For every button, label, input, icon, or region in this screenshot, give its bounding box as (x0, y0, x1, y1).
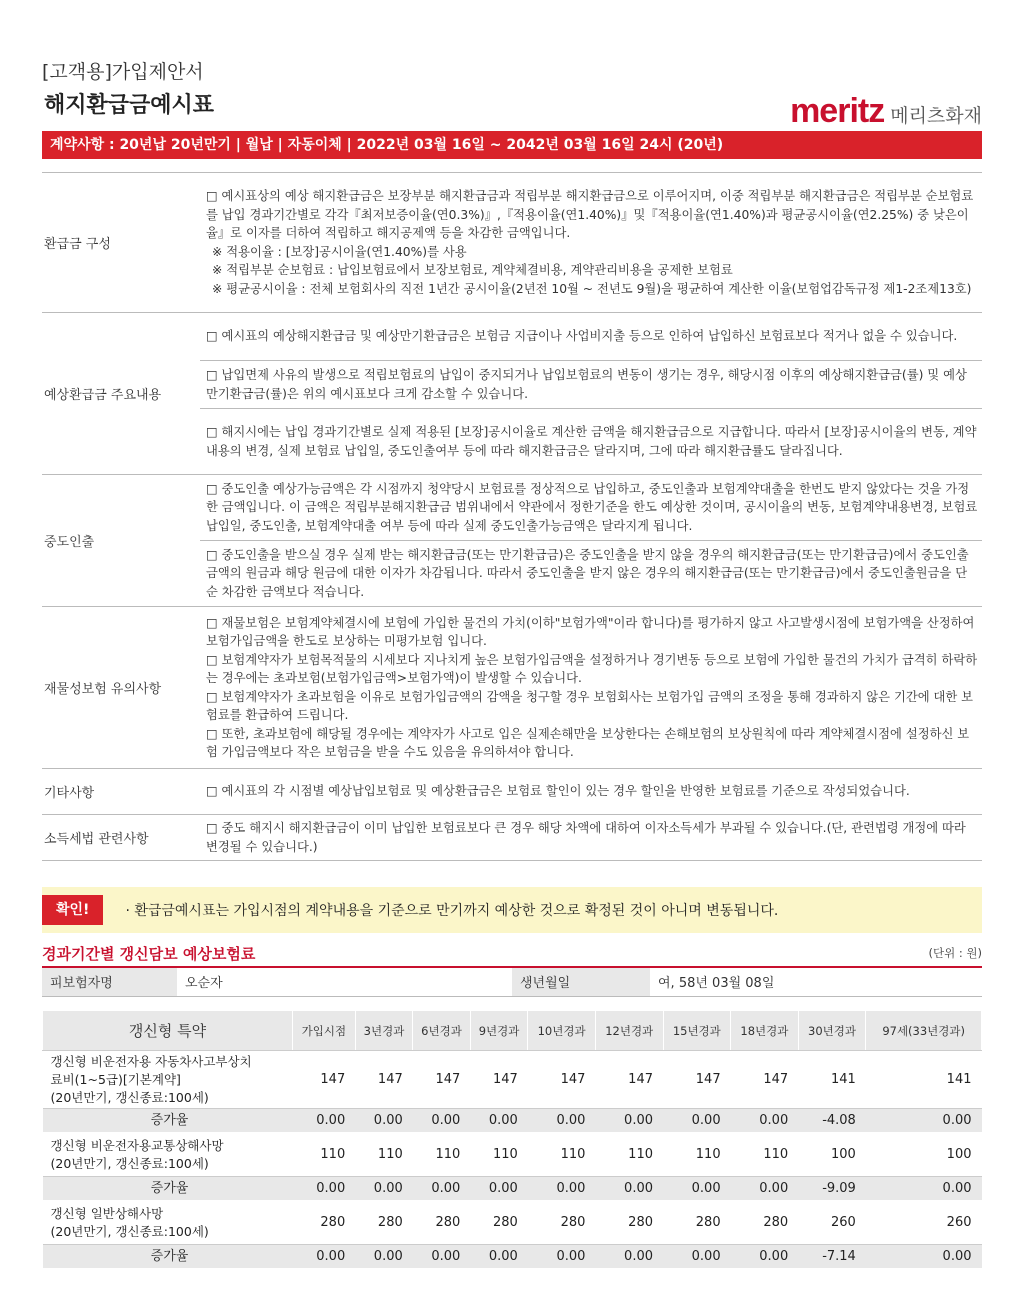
notes-row-withdrawal (42, 475, 982, 541)
unit-label: (단위 : 원) (928, 946, 982, 960)
premium-value: 110 (293, 1133, 356, 1177)
premium-value: 147 (663, 1051, 731, 1109)
notes-row-tax (42, 815, 982, 861)
logo-text: 메리츠화재 (890, 105, 982, 127)
premium-value: 280 (663, 1201, 731, 1245)
premium-value: 280 (595, 1201, 663, 1245)
premium-value: 110 (413, 1133, 471, 1177)
increase-rate-row (43, 1245, 982, 1269)
increase-rate-value: 0.00 (595, 1177, 663, 1201)
premium-value: 280 (413, 1201, 471, 1245)
increase-rate-row (43, 1109, 982, 1133)
rider-name (43, 1051, 293, 1109)
premium-value: 280 (528, 1201, 596, 1245)
page-title: 해지환급금예시표 (44, 93, 215, 118)
increase-rate-value: 0.00 (293, 1109, 356, 1133)
column-header-period: 97세(33년경과) (866, 1011, 982, 1051)
insured-name-label: 피보험자명 (42, 967, 177, 996)
increase-rate-value: -4.08 (798, 1109, 866, 1133)
rider-name-line: 료비(1~5급)[기본계약] (50, 1071, 181, 1087)
notes-text: □ 재물보험은 보험계약체결시에 보험에 가입한 물건의 가치(이하"보험가액"이라 합니다)를 평가하지 않고 사고발생시점에 보험가액을 산정하여 보험가입금액을 한도로 보상하는 미평가보험 입니다. (206, 615, 975, 648)
birth-date-value: 여, 58년 03월 08일 (650, 967, 982, 996)
increase-rate-value: 0.00 (528, 1177, 596, 1201)
premium-value: 141 (798, 1051, 866, 1109)
rider-name (43, 1201, 293, 1245)
premium-value: 280 (731, 1201, 799, 1245)
increase-rate-value: 0.00 (866, 1109, 982, 1133)
premium-value: 110 (663, 1133, 731, 1177)
section-title: 경과기간별 갱신담보 예상보험료 (42, 945, 256, 963)
notes-text: □ 납입면제 사유의 발생으로 적립보험료의 납입이 중지되거나 납입보험료의 변동이 생기는 경우, 해당시점 이후의 예상해지환급금(률) 및 예상만기환급금(률)은 위의 예시표보다 크게 감소할 수 있습니다. (200, 361, 982, 409)
notes-text: □ 해지시에는 납입 경과기간별로 실제 적용된 [보장]공시이율로 계산한 금액을 해지환급금으로 지급합니다. 따라서 [보장]공시이율의 변동, 계약내용의 변경, 실제 보험료 납입일, 중도인출여부 등에 따라 해지환급금은 달라지며, 그에 따라 해지환급률도 달라집니다. (200, 409, 982, 475)
notes-label: 재물성보험 유의사항 (42, 607, 200, 769)
column-header-rider: 갱신형 특약 (43, 1011, 293, 1051)
increase-rate-row (43, 1177, 982, 1201)
increase-rate-label: 증가율 (43, 1109, 293, 1133)
confirm-badge: 확인! (42, 895, 103, 925)
document-subtitle: [고객용]가입제안서 (42, 61, 204, 83)
premium-value: 147 (293, 1051, 356, 1109)
premium-value: 100 (866, 1133, 982, 1177)
notes-text: □ 중도인출을 받으실 경우 실제 받는 해지환급금(또는 만기환급금)은 중도인출을 받지 않을 경우의 해지환급금(또는 만기환급금)에서 중도인출금액의 원금과 해당 원금에 대한 이자가 차감됩니다. 따라서 중도인출을 받지 않은 경우의 해지환급금(또는 만기환급금)에서 중도인출원금을 단순 차감한 금액보다 적습니다. (200, 541, 982, 607)
notes-text: □ 보험계약자가 보험목적물의 시세보다 지나치게 높은 보험가입금액을 설정하거나 경기변동 등으로 보험에 가입한 물건의 가치가 급격히 하락하는 경우에는 초과보험(보험가입금액>보험가액)이 발생할 수 있습니다. (206, 652, 978, 685)
notes-text: ※ 평균공시이율 : 전체 보험회사의 직전 1년간 공시이율(2년전 10월 ~ 전년도 9월)을 평균하여 계산한 이율(보험업감독규정 제1-2조제13호) (212, 281, 972, 296)
premium-value: 147 (355, 1051, 413, 1109)
increase-rate-value: 0.00 (595, 1245, 663, 1269)
notes-label: 소득세법 관련사항 (42, 815, 200, 861)
premium-value: 110 (731, 1133, 799, 1177)
increase-rate-value: 0.00 (663, 1177, 731, 1201)
notes-row-other (42, 769, 982, 815)
notes-text: □ 예시표의 각 시점별 예상납입보험료 및 예상환급금은 보험료 할인이 있는 경우 할인을 반영한 보험료를 기준으로 작성되었습니다. (200, 769, 982, 815)
increase-rate-value: -7.14 (798, 1245, 866, 1269)
increase-rate-value: 0.00 (413, 1245, 471, 1269)
notes-label: 환급금 구성 (42, 173, 200, 313)
logo-mark: meritz (790, 92, 885, 130)
confirm-text: · 환급금예시표는 가입시점의 계약내용을 기준으로 만기까지 예상한 것으로 확정된 것이 아니며 변동됩니다. (125, 903, 779, 919)
increase-rate-value: 0.00 (866, 1245, 982, 1269)
column-header-period: 10년경과 (528, 1011, 596, 1051)
rider-name (43, 1133, 293, 1177)
increase-rate-value: 0.00 (470, 1109, 528, 1133)
notes-text: □ 예시표상의 예상 해지환급금은 보장부분 해지환급금과 적립부분 해지환급금으로 이루어지며, 이중 적립부분 해지환급금은 적립부분 순보험료를 납입 경과기간별로 각각『최저보증이율(연0.3%)』,『적용이율(연1.40%)』및『적용이율(연1.40%)과 평균공시이율(연2.25%) 중 낮은이율』로 이자를 더하여 적립하고 해지공제액 등을 차감한 금액입니다. (206, 189, 974, 240)
notes-row-refund-structure (42, 173, 982, 313)
premium-value: 110 (595, 1133, 663, 1177)
column-header-period: 12년경과 (595, 1011, 663, 1051)
notes-table (42, 172, 982, 861)
increase-rate-value: 0.00 (595, 1109, 663, 1133)
column-header-period: 15년경과 (663, 1011, 731, 1051)
premium-value: 147 (595, 1051, 663, 1109)
premium-value: 110 (355, 1133, 413, 1177)
notes-text: □ 보험계약자가 초과보험을 이유로 보험가입금액의 감액을 청구할 경우 보험회사는 보험가입 금액의 조정을 통해 경과하지 않은 기간에 대한 보험료를 환급하여 드립니다. (206, 689, 974, 722)
birth-date-label: 생년월일 (512, 967, 650, 996)
notes-text: ※ 적용이율 : [보장]공시이율(연1.40%)를 사용 (212, 244, 467, 259)
column-header-period: 가입시점 (293, 1011, 356, 1051)
premium-value: 100 (798, 1133, 866, 1177)
notes-text: □ 예시표의 예상해지환급금 및 예상만기환급금은 보험금 지급이나 사업비지출 등으로 인하여 납입하신 보험료보다 적거나 없을 수 있습니다. (200, 313, 982, 361)
notes-text: □ 중도 해지시 해지환급금이 이미 납입한 보험료보다 큰 경우 해당 차액에 대하여 이자소득세가 부과될 수 있습니다.(단, 관련법령 개정에 따라 변경될 수 있습니다.) (200, 815, 982, 861)
notes-text: □ 또한, 초과보험에 해당될 경우에는 계약자가 사고로 입은 실제손해만을 보상한다는 손해보험의 보상원칙에 따라 계약체결시점에 설정하신 보험 가입금액보다 작은 보험금을 받을 수도 있음을 유의하셔야 합니다. (206, 726, 970, 759)
increase-rate-value: 0.00 (731, 1109, 799, 1133)
premium-table-header (43, 1011, 982, 1051)
premium-value: 147 (731, 1051, 799, 1109)
increase-rate-value: 0.00 (470, 1245, 528, 1269)
confirm-banner (42, 887, 982, 933)
increase-rate-value: 0.00 (413, 1177, 471, 1201)
premium-value: 280 (355, 1201, 413, 1245)
notes-label: 중도인출 (42, 475, 200, 607)
notes-row-expected-refund (42, 313, 982, 361)
increase-rate-label: 증가율 (43, 1245, 293, 1269)
premium-value: 110 (528, 1133, 596, 1177)
increase-rate-value: 0.00 (528, 1245, 596, 1269)
table-row (43, 1051, 982, 1109)
increase-rate-value: 0.00 (528, 1109, 596, 1133)
rider-name-line: 갱신형 비운전자용교통상해사망 (50, 1137, 224, 1153)
rider-name-line: (20년만기, 갱신종료:100세) (50, 1089, 209, 1105)
increase-rate-label: 증가율 (43, 1177, 293, 1201)
column-header-period: 9년경과 (470, 1011, 528, 1051)
premium-table (42, 1010, 982, 1269)
notes-text: ※ 적립부분 순보험료 : 납입보험료에서 보장보험료, 계약체결비용, 계약관리비용을 공제한 보험료 (212, 263, 733, 277)
column-header-period: 6년경과 (413, 1011, 471, 1051)
increase-rate-value: 0.00 (866, 1177, 982, 1201)
increase-rate-value: 0.00 (470, 1177, 528, 1201)
increase-rate-value: 0.00 (293, 1245, 356, 1269)
insured-info-table (42, 966, 982, 997)
increase-rate-value: -9.09 (798, 1177, 866, 1201)
premium-value: 260 (798, 1201, 866, 1245)
notes-label: 예상환급금 주요내용 (42, 313, 200, 475)
company-logo (790, 92, 982, 131)
rider-name-line: (20년만기, 갱신종료:100세) (50, 1155, 209, 1171)
increase-rate-value: 0.00 (731, 1245, 799, 1269)
rider-name-line: 갱신형 일반상해사망 (50, 1205, 164, 1221)
premium-value: 147 (413, 1051, 471, 1109)
increase-rate-value: 0.00 (731, 1177, 799, 1201)
rider-name-line: (20년만기, 갱신종료:100세) (50, 1223, 209, 1239)
increase-rate-value: 0.00 (663, 1109, 731, 1133)
premium-value: 147 (470, 1051, 528, 1109)
notes-text: □ 중도인출 예상가능금액은 각 시점까지 청약당시 보험료를 정상적으로 납입하고, 중도인출과 보험계약대출을 한번도 받지 않았다는 것을 가정한 금액입니다. 이 금액은 적립부분해지환급금 범위내에서 약관에서 정한기준을 한도 예상한 것이며, 공시이율의 변동, 보험계약내용변경, 보험료납입일, 중도인출, 보험계약대출 여부 등에 따라 실제 중도인출가능금액은 달라지게 됩니다. (200, 475, 982, 541)
increase-rate-value: 0.00 (355, 1177, 413, 1201)
table-row (43, 1201, 982, 1245)
notes-label: 기타사항 (42, 769, 200, 815)
rider-name-line: 갱신형 비운전자용 자동차사고부상치 (50, 1053, 252, 1069)
premium-value: 147 (528, 1051, 596, 1109)
notes-row-property (42, 607, 982, 769)
premium-value: 280 (470, 1201, 528, 1245)
premium-value: 110 (470, 1133, 528, 1177)
table-row (43, 1133, 982, 1177)
insured-name-value: 오순자 (177, 967, 512, 996)
increase-rate-value: 0.00 (663, 1245, 731, 1269)
column-header-period: 18년경과 (731, 1011, 799, 1051)
increase-rate-value: 0.00 (293, 1177, 356, 1201)
increase-rate-value: 0.00 (355, 1245, 413, 1269)
contract-summary-bar: 계약사항 : 20년납 20년만기 | 월납 | 자동이체 | 2022년 03월 16일 ~ 2042년 03월 16일 24시 (20년) (42, 131, 982, 159)
premium-value: 141 (866, 1051, 982, 1109)
increase-rate-value: 0.00 (355, 1109, 413, 1133)
increase-rate-value: 0.00 (413, 1109, 471, 1133)
column-header-period: 30년경과 (798, 1011, 866, 1051)
premium-value: 280 (293, 1201, 356, 1245)
column-header-period: 3년경과 (355, 1011, 413, 1051)
premium-value: 260 (866, 1201, 982, 1245)
